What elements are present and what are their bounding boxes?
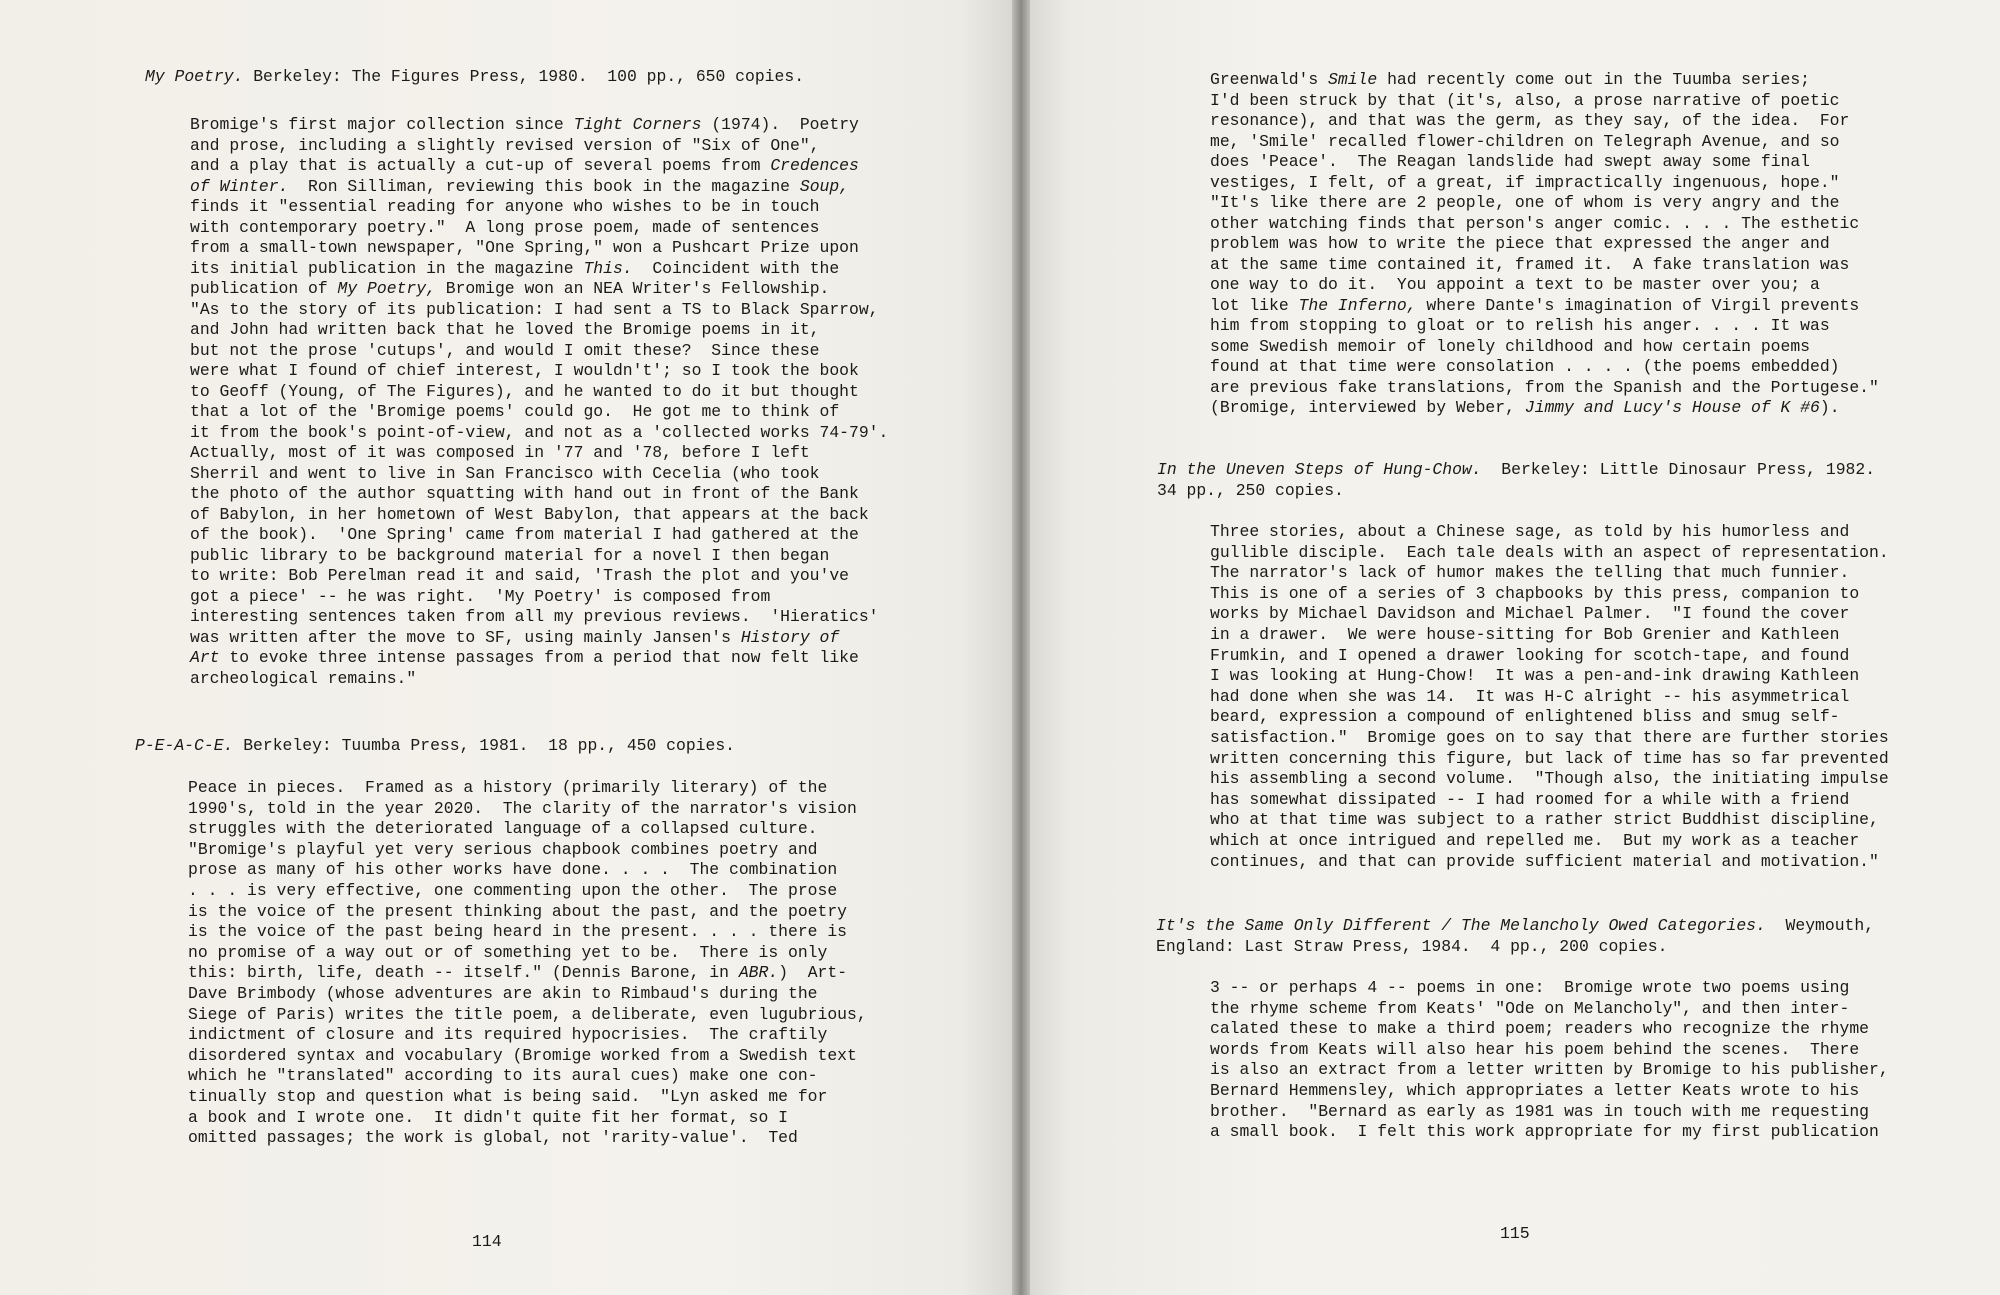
body-line: its initial publication in the magazine This. Coincident with the [190,258,840,278]
body-line: Frumkin, and I opened a drawer looking for scotch-tape, and found [1210,645,1850,665]
body-line: omitted passages; the work is global, not 'rarity-value'. Ted [188,1128,798,1148]
body-line: found at that time were consolation . . . . (the poems embedded) [1210,357,1840,376]
body-line: Actually, most of it was composed in '77 and '78, before I left [190,443,810,462]
body-line: interesting sentences taken from all my previous reviews. 'Hieratics' [190,607,879,626]
entry-publication-info: Berkeley: Tuumba Press, 1981. 18 pp., 450 copies. [233,736,736,755]
body-line: who at that time was subject to a rather strict Buddhist discipline, [1210,810,1879,830]
body-line: with contemporary poetry." A long prose poem, made of sentences [190,217,820,237]
body-line: Greenwald's Smile had recently come out in the Tuumba series; [1210,70,1811,89]
entry-title: My Poetry. [145,67,244,86]
body-line: problem was how to write the piece that expressed the anger and [1210,234,1830,253]
body-line: written concerning this figure, but lack of time has so far prevented [1210,748,1889,768]
body-line: resonance), and that was the germ, as they say, of the idea. For [1210,111,1850,130]
body-line: disordered syntax and vocabulary (Bromige worked from a Swedish text [188,1045,857,1065]
body-line: works by Michael Davidson and Michael Palmer. "I found the cover [1210,604,1850,624]
body-line: from a small-town newspaper, "One Spring," won a Pushcart Prize upon [190,238,859,257]
body-line: which at once intrigued and repelled me. But my work as a teacher [1210,831,1860,850]
entry-body-hung-chow [1210,522,1995,872]
body-line: Siege of Paris) writes the title poem, a deliberate, even lugubrious, [188,1004,867,1024]
body-line: of the book). 'One Spring' came from material I had gathered at the [190,525,859,544]
body-line: I was looking at Hung-Chow! It was a pen-and-ink drawing Kathleen [1210,666,1860,686]
body-line: lot like The Inferno, where Dante's imagination of Virgil prevents [1210,295,1860,315]
entry-publication-info: Berkeley: Little Dinosaur Press, 1982. [1481,460,1876,479]
body-line: but not the prose 'cutups', and would I omit these? Since these [190,340,820,360]
body-line: publication of My Poetry, Bromige won an NEA Writer's Fellowship. [190,279,830,298]
body-line: of Winter. Ron Silliman, reviewing this book in the magazine Soup, [190,176,850,196]
body-line: one way to do it. You appoint a text to be master over you; a [1210,275,1820,294]
body-line: 1990's, told in the year 2020. The clarity of the narrator's vision [188,798,857,818]
body-line: satisfaction." Bromige goes on to say that there are further stories [1210,728,1889,747]
body-line: archeological remains." [190,668,417,688]
body-line: the rhyme scheme from Keats' "Ode on Melancholy", and then inter- [1210,998,1850,1018]
body-line: The narrator's lack of humor makes the telling that much funnier. [1210,563,1850,583]
body-line: gullible disciple. Each tale deals with an aspect of representation. [1210,542,1889,562]
body-line: indictment of closure and its required hypocrisies. The craftily [188,1025,828,1045]
entry-heading-same-only-different [1156,916,1996,958]
body-line: is the voice of the past being heard in the present. . . . there is [188,922,848,942]
entry-publication-info: Berkeley: The Figures Press, 1980. 100 pp., 650 copies. [243,67,805,86]
entry-heading-peace [135,736,985,756]
page-number-right: 115 [1500,1224,1530,1243]
entry-publication-info: Weymouth, [1765,916,1875,935]
body-line: Art to evoke three intense passages from a period that now felt like [190,648,859,667]
body-line: that a lot of the 'Bromige poems' could go. He got me to think of [190,402,840,421]
body-line: was written after the move to SF, using mainly Jansen's History of [190,627,840,647]
body-line: Peace in pieces. Framed as a history (primarily literary) of the [188,778,828,797]
body-line: tinually stop and question what is being said. "Lyn asked me for [188,1087,828,1106]
body-line: no promise of a way out or of something yet to be. There is only [188,942,828,962]
body-line: and prose, including a slightly revised version of "Six of One", [190,135,820,155]
body-line: struggles with the deteriorated language of a collapsed culture. [188,819,818,839]
body-line: This is one of a series of 3 chapbooks by this press, companion to [1210,583,1860,603]
body-line: had done when she was 14. It was H-C alright -- his asymmetrical [1210,686,1850,706]
body-line: finds it "essential reading for anyone who wishes to be in touch [190,197,820,216]
body-line: and John had written back that he loved the Bromige poems in it, [190,320,820,339]
body-line: words from Keats will also hear his poem behind the scenes. There [1210,1039,1860,1059]
body-line: the photo of the author squatting with hand out in front of the Bank [190,484,859,503]
entry-publication-info-line2: 34 pp., 250 copies. [1157,480,1344,500]
body-line: his assembling a second volume. "Though also, the initiating impulse [1210,769,1889,789]
entry-body-same-only-different [1210,978,1995,1148]
body-line: "Bromige's playful yet very serious chapbook combines poetry and [188,839,818,859]
body-line: at the same time contained it, framed it. A fake translation was [1210,254,1850,274]
continuation-body [1210,70,1990,420]
body-line: of Babylon, in her hometown of West Babylon, that appears at the back [190,504,869,524]
body-line: vestiges, I felt, of a great, if impractically ingenuous, hope." [1210,172,1840,192]
page-number-left: 114 [472,1232,502,1251]
body-line: other watching finds that person's anger comic. . . . The esthetic [1210,213,1860,233]
body-line: . . . is very effective, one commenting upon the other. The prose [188,881,838,900]
body-line: some Swedish memoir of lonely childhood and how certain poems [1210,336,1810,356]
body-line: this: birth, life, death -- itself." (Dennis Barone, in ABR.) Art- [188,963,848,983]
body-line: (Bromige, interviewed by Weber, Jimmy and Lucy's House of K #6). [1210,398,1840,417]
body-line: brother. "Bernard as early as 1981 was in touch with me requesting [1210,1101,1870,1121]
body-line: and a play that is actually a cut-up of several poems from Credences [190,156,859,175]
body-line: does 'Peace'. The Reagan landslide had swept away some final [1210,152,1810,171]
body-line: Three stories, about a Chinese sage, as told by his humorless and [1210,522,1850,541]
body-line: has somewhat dissipated -- I had roomed for a while with a friend [1210,789,1850,809]
entry-title: In the Uneven Steps of Hung-Chow. [1157,460,1482,479]
body-line: a small book. I felt this work appropriate for my first publication [1210,1122,1879,1142]
body-line: were what I found of chief interest, I wouldn't'; so I took the book [190,361,859,380]
body-line: continues, and that can provide sufficient material and motivation." [1210,851,1879,871]
body-line: prose as many of his other works have done. . . . The combination [188,860,838,880]
entry-title: P-E-A-C-E. [135,736,234,755]
body-line: Bromige's first major collection since Tight Corners (1974). Poetry [190,115,859,134]
entry-body-my-poetry [190,115,990,688]
body-line: me, 'Smile' recalled flower-children on Telegraph Avenue, and so [1210,131,1840,151]
body-line: Sherril and went to live in San Francisco with Cecelia (who took [190,463,820,483]
entry-body-peace [188,778,988,1148]
body-line: beard, expression a compound of enlightened bliss and smug self- [1210,707,1840,727]
body-line: "It's like there are 2 people, one of whom is very angry and the [1210,193,1840,212]
body-line: I'd been struck by that (it's, also, a prose narrative of poetic [1210,90,1840,110]
body-line: which he "translated" according to its aural cues) make one con- [188,1066,818,1086]
body-line: Dave Brimbody (whose adventures are akin to Rimbaud's during the [188,984,818,1003]
body-line: it from the book's point-of-view, and not as a 'collected works 74-79'. [190,422,889,442]
body-line: Bernard Hemmensley, which appropriates a letter Keats wrote to his [1210,1081,1860,1100]
body-line: a book and I wrote one. It didn't quite fit her format, so I [188,1107,788,1127]
body-line: to write: Bob Perelman read it and said, 'Trash the plot and you've [190,566,850,585]
entry-heading-my-poetry [145,67,985,87]
right-page [1030,0,2000,1295]
book-gutter [1012,0,1030,1295]
body-line: him from stopping to gloat or to relish his anger. . . . It was [1210,316,1830,335]
body-line: got a piece' -- he was right. 'My Poetry' is composed from [190,586,771,606]
body-line: "As to the story of its publication: I had sent a TS to Black Sparrow, [190,299,879,319]
body-line: are previous fake translations, from the Spanish and the Portugese." [1210,377,1879,397]
body-line: is also an extract from a letter written by Bromige to his publisher, [1210,1060,1889,1080]
body-line: public library to be background material for a novel I then began [190,545,830,565]
body-line: calated these to make a third poem; readers who recognize the rhyme [1210,1019,1870,1039]
body-line: in a drawer. We were house-sitting for Bob Grenier and Kathleen [1210,625,1840,644]
body-line: to Geoff (Young, of The Figures), and he wanted to do it but thought [190,381,859,401]
body-line: 3 -- or perhaps 4 -- poems in one: Bromige wrote two poems using [1210,978,1850,997]
entry-heading-hung-chow [1157,460,1997,502]
entry-publication-info-line2: England: Last Straw Press, 1984. 4 pp., 200 copies. [1156,936,1668,956]
body-line: is the voice of the present thinking about the past, and the poetry [188,901,848,921]
entry-title: It's the Same Only Different / The Melancholy Owed Categories. [1156,916,1766,935]
